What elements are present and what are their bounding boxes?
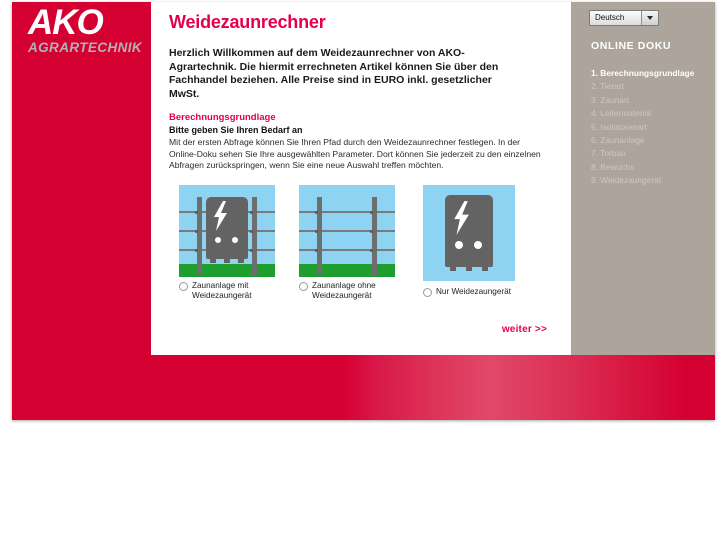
- sidebar-item-zaunanlage[interactable]: 6. Zaunanlage: [591, 135, 645, 146]
- device-foot: [450, 266, 456, 271]
- option-label: Zaunanlage ohne Weidezaungerät: [312, 280, 376, 300]
- option-fence-without-energizer[interactable]: [299, 185, 395, 301]
- insulator-icon: [250, 230, 253, 233]
- sidebar-item-bewuchs[interactable]: 8. Bewuchs: [591, 161, 635, 172]
- next-link[interactable]: weiter >>: [501, 324, 547, 335]
- sidebar: [571, 2, 715, 355]
- sidebar-item-tierart[interactable]: 2. Tierart: [591, 81, 625, 92]
- lightning-bolt-icon: [212, 201, 228, 231]
- fence-wire: [299, 211, 395, 213]
- logo-wordmark: AKO: [28, 3, 103, 42]
- energizer-only-image[interactable]: [423, 185, 515, 281]
- terminal-dot-icon: [215, 237, 221, 243]
- online-doku-list: [591, 67, 694, 188]
- device-foot: [224, 258, 230, 263]
- insulator-icon: [315, 230, 318, 233]
- insulator-icon: [250, 249, 253, 252]
- footer-band: [12, 355, 715, 420]
- sidebar-item-torbau[interactable]: 7. Torbau: [591, 148, 626, 159]
- device-foot: [238, 258, 244, 263]
- fence-wire: [299, 230, 395, 232]
- radio-energizer-only[interactable]: [423, 288, 432, 297]
- page-title: Weidezaunrechner: [169, 12, 326, 32]
- energizer-icon: [206, 197, 248, 259]
- grass-icon: [299, 264, 395, 277]
- brand-column: [12, 2, 151, 355]
- ako-logo[interactable]: [28, 3, 144, 58]
- online-doku-heading: ONLINE DOKU: [591, 40, 672, 52]
- option-fence-with-energizer[interactable]: [179, 185, 275, 301]
- fence-without-energizer-image[interactable]: [299, 185, 395, 277]
- insulator-icon: [370, 249, 373, 252]
- insulator-icon: [195, 211, 198, 214]
- option-label: Zaunanlage mit Weidezaungerät: [192, 280, 252, 300]
- device-foot: [482, 266, 488, 271]
- fence-post: [197, 197, 202, 275]
- chevron-down-icon[interactable]: [641, 11, 658, 25]
- radio-fence-without-energizer[interactable]: [299, 282, 308, 291]
- sidebar-item-isolatorenart[interactable]: 5. Isolatorenart: [591, 121, 647, 132]
- section-body-text: Mit der ersten Abfrage können Sie Ihren Pfad durch den Weidezaunrechner festlegen. In der Online-Doku sehen Sie Ihre ausgewählten Parameter. Dort können Sie jederzeit zu den einzelnen Abfragen zurückspringen, wenn Sie eine neue Auswahl treffen möchten.: [169, 137, 541, 171]
- section-subtitle: Bitte geben Sie Ihren Bedarf an: [169, 125, 303, 136]
- insulator-icon: [315, 211, 318, 214]
- insulator-icon: [250, 211, 253, 214]
- site-canvas: [12, 2, 715, 420]
- section-title: Berechnungsgrundlage: [169, 112, 276, 124]
- option-group: [169, 185, 555, 305]
- grass-icon: [179, 264, 275, 277]
- insulator-icon: [370, 230, 373, 233]
- sidebar-item-weidezaungeraet[interactable]: 9. Weidezaungerät: [591, 175, 662, 186]
- terminal-dot-icon: [455, 241, 463, 249]
- insulator-icon: [315, 249, 318, 252]
- logo-tagline: AGRARTECHNIK: [28, 40, 143, 55]
- main-content-panel: [151, 2, 571, 355]
- intro-paragraph: Herzlich Willkommen auf dem Weidezaunrechner von AKO-Agrartechnik. Die hiermit errechneten Artikel können Sie über den Fachhandel beziehen. Alle Preise sind in EURO inkl. gesetzlicher MwSt.: [169, 47, 499, 100]
- sidebar-item-zaunart[interactable]: 3. Zaunart: [591, 94, 630, 105]
- device-foot: [466, 266, 472, 271]
- insulator-icon: [195, 230, 198, 233]
- device-foot: [210, 258, 216, 263]
- fence-wire: [299, 249, 395, 251]
- fence-with-energizer-image[interactable]: [179, 185, 275, 277]
- radio-fence-with-energizer[interactable]: [179, 282, 188, 291]
- sidebar-item-leitermaterial[interactable]: 4. Leitermaterial: [591, 108, 652, 119]
- terminal-dot-icon: [232, 237, 238, 243]
- language-select-value: Deutsch: [595, 13, 625, 22]
- terminal-dot-icon: [474, 241, 482, 249]
- lightning-bolt-icon: [452, 200, 470, 236]
- fence-post: [252, 197, 257, 275]
- sidebar-item-berechnungsgrundlage[interactable]: 1. Berechnungsgrundlage: [591, 68, 695, 78]
- language-select[interactable]: [589, 10, 659, 26]
- energizer-icon: [445, 195, 493, 267]
- option-energizer-only[interactable]: [423, 185, 519, 297]
- insulator-icon: [195, 249, 198, 252]
- fence-post: [372, 197, 377, 275]
- fence-post: [317, 197, 322, 275]
- insulator-icon: [370, 211, 373, 214]
- option-label: Nur Weidezaungerät: [436, 286, 511, 296]
